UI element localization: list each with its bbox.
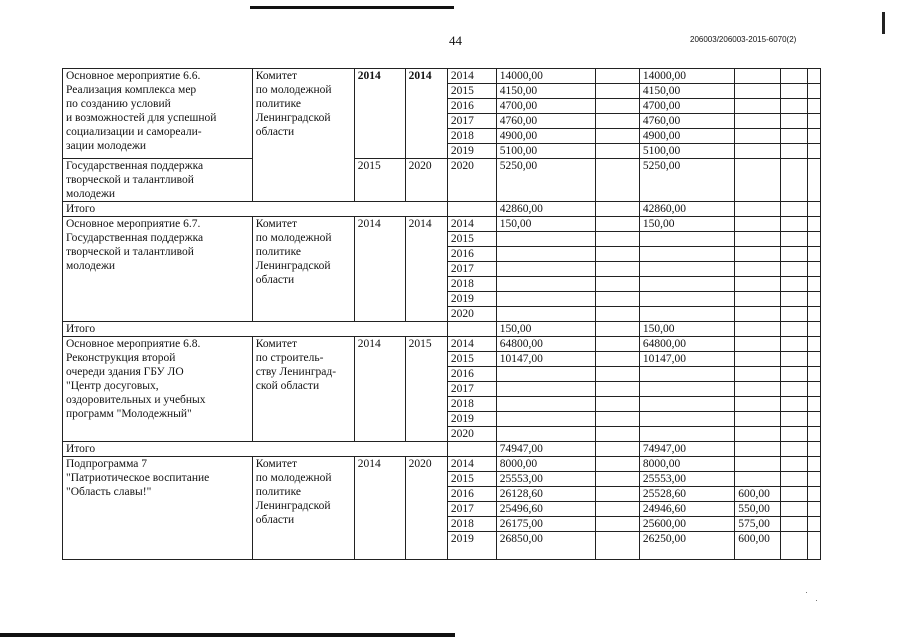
year-cell: 2018 xyxy=(447,517,496,532)
regional-cell: 25528,60 xyxy=(639,487,734,502)
extra-cell xyxy=(780,159,807,202)
extra-cell-2 xyxy=(807,397,820,412)
page-number: 44 xyxy=(449,33,462,48)
federal-cell xyxy=(596,472,639,487)
extra-cell-2 xyxy=(807,217,820,232)
year-cell: 2017 xyxy=(447,262,496,277)
regional-cell: 5250,00 xyxy=(639,159,734,202)
federal-cell xyxy=(596,262,639,277)
year-cell: 2015 xyxy=(447,84,496,99)
other-cell xyxy=(735,322,781,337)
extra-cell xyxy=(780,232,807,247)
federal-cell xyxy=(596,382,639,397)
other-cell xyxy=(735,232,781,247)
federal-cell xyxy=(596,114,639,129)
federal-cell xyxy=(596,337,639,352)
year-cell: 2014 xyxy=(447,217,496,232)
federal-cell xyxy=(596,397,639,412)
end-year: 2020 xyxy=(405,457,447,560)
start-year: 2014 xyxy=(354,69,405,159)
extra-cell xyxy=(780,517,807,532)
total-cell: 150,00 xyxy=(496,217,596,232)
federal-cell xyxy=(596,487,639,502)
federal-cell xyxy=(596,307,639,322)
total-row xyxy=(63,442,821,457)
extra-cell-2 xyxy=(807,129,820,144)
other-cell xyxy=(735,84,781,99)
extra-cell-2 xyxy=(807,262,820,277)
other-cell xyxy=(735,382,781,397)
total-cell: 25496,60 xyxy=(496,502,596,517)
extra-cell xyxy=(780,202,807,217)
federal-cell xyxy=(596,277,639,292)
budget-table xyxy=(62,68,821,560)
total-cell xyxy=(496,277,596,292)
extra-cell-2 xyxy=(807,502,820,517)
bottom-rule xyxy=(0,633,455,637)
extra-cell xyxy=(780,129,807,144)
year-cell xyxy=(447,202,496,217)
total-cell: 10147,00 xyxy=(496,352,596,367)
year-cell: 2017 xyxy=(447,382,496,397)
extra-cell xyxy=(780,427,807,442)
other-cell xyxy=(735,397,781,412)
total-cell xyxy=(496,397,596,412)
year-cell xyxy=(447,442,496,457)
extra-cell-2 xyxy=(807,69,820,84)
regional-cell xyxy=(639,262,734,277)
federal-cell xyxy=(596,217,639,232)
regional-cell: 4150,00 xyxy=(639,84,734,99)
table-row xyxy=(63,217,821,232)
other-cell: 575,00 xyxy=(735,517,781,532)
start-year: 2014 xyxy=(354,217,405,322)
extra-cell-2 xyxy=(807,144,820,159)
extra-cell xyxy=(780,442,807,457)
extra-cell-2 xyxy=(807,232,820,247)
regional-cell: 4900,00 xyxy=(639,129,734,144)
total-cell: 4760,00 xyxy=(496,114,596,129)
federal-cell xyxy=(596,457,639,472)
table-body xyxy=(63,69,821,560)
regional-cell: 150,00 xyxy=(639,322,734,337)
year-cell: 2014 xyxy=(447,337,496,352)
extra-cell-2 xyxy=(807,472,820,487)
extra-cell xyxy=(780,84,807,99)
start-year: 2015 xyxy=(354,159,405,202)
extra-cell xyxy=(780,322,807,337)
activity-name: Основное мероприятие 6.6. Реализация комплекса мер по созданию условий и возможностей для успешной социализации и самореали- зации молодежи xyxy=(63,69,253,159)
total-cell: 150,00 xyxy=(496,322,596,337)
start-year: 2014 xyxy=(354,457,405,560)
federal-cell xyxy=(596,517,639,532)
regional-cell: 4760,00 xyxy=(639,114,734,129)
extra-cell-2 xyxy=(807,382,820,397)
extra-cell xyxy=(780,307,807,322)
total-cell xyxy=(496,382,596,397)
extra-cell xyxy=(780,99,807,114)
extra-cell xyxy=(780,397,807,412)
regional-cell xyxy=(639,397,734,412)
federal-cell xyxy=(596,84,639,99)
extra-cell-2 xyxy=(807,247,820,262)
other-cell xyxy=(735,427,781,442)
total-cell: 4700,00 xyxy=(496,99,596,114)
table-row xyxy=(63,457,821,472)
total-cell: 26850,00 xyxy=(496,532,596,560)
total-cell: 5250,00 xyxy=(496,159,596,202)
total-cell: 74947,00 xyxy=(496,442,596,457)
extra-cell xyxy=(780,532,807,560)
federal-cell xyxy=(596,352,639,367)
executor: Комитет по молодежной политике Ленинградской области xyxy=(252,217,354,322)
extra-cell xyxy=(780,217,807,232)
year-cell: 2014 xyxy=(447,457,496,472)
federal-cell xyxy=(596,232,639,247)
extra-cell-2 xyxy=(807,427,820,442)
other-cell xyxy=(735,99,781,114)
federal-cell xyxy=(596,322,639,337)
total-cell: 64800,00 xyxy=(496,337,596,352)
other-cell xyxy=(735,69,781,84)
total-cell xyxy=(496,292,596,307)
document-id: 206003/206003-2015-6070(2) xyxy=(690,35,797,44)
regional-cell: 25553,00 xyxy=(639,472,734,487)
total-cell xyxy=(496,262,596,277)
extra-cell xyxy=(780,69,807,84)
total-row xyxy=(63,322,821,337)
regional-cell: 4700,00 xyxy=(639,99,734,114)
federal-cell xyxy=(596,292,639,307)
other-cell xyxy=(735,247,781,262)
other-cell xyxy=(735,277,781,292)
year-cell: 2019 xyxy=(447,292,496,307)
year-cell: 2020 xyxy=(447,427,496,442)
extra-cell-2 xyxy=(807,99,820,114)
federal-cell xyxy=(596,202,639,217)
regional-cell: 14000,00 xyxy=(639,69,734,84)
regional-cell: 150,00 xyxy=(639,217,734,232)
extra-cell-2 xyxy=(807,412,820,427)
total-cell: 8000,00 xyxy=(496,457,596,472)
start-year: 2014 xyxy=(354,337,405,442)
extra-cell xyxy=(780,472,807,487)
extra-cell xyxy=(780,277,807,292)
total-cell: 42860,00 xyxy=(496,202,596,217)
executor: Комитет по молодежной политике Ленинградской области xyxy=(252,457,354,560)
extra-cell xyxy=(780,337,807,352)
itogo-label: Итого xyxy=(63,202,448,217)
regional-cell xyxy=(639,292,734,307)
other-cell xyxy=(735,337,781,352)
federal-cell xyxy=(596,159,639,202)
regional-cell: 24946,60 xyxy=(639,502,734,517)
extra-cell-2 xyxy=(807,202,820,217)
federal-cell xyxy=(596,69,639,84)
extra-cell xyxy=(780,457,807,472)
total-cell xyxy=(496,412,596,427)
other-cell xyxy=(735,144,781,159)
year-cell: 2018 xyxy=(447,129,496,144)
extra-cell xyxy=(780,292,807,307)
other-cell xyxy=(735,114,781,129)
total-cell xyxy=(496,427,596,442)
total-cell xyxy=(496,367,596,382)
extra-cell-2 xyxy=(807,517,820,532)
end-year: 2014 xyxy=(405,217,447,322)
extra-cell-2 xyxy=(807,457,820,472)
federal-cell xyxy=(596,129,639,144)
other-cell xyxy=(735,367,781,382)
end-year: 2014 xyxy=(405,69,447,159)
activity-name: Основное мероприятие 6.7. Государственная поддержка творческой и талантливой молодежи xyxy=(63,217,253,322)
activity-name: Государственная поддержка творческой и талантливой молодежи xyxy=(63,159,253,202)
year-cell: 2015 xyxy=(447,232,496,247)
extra-cell-2 xyxy=(807,487,820,502)
end-year: 2020 xyxy=(405,159,447,202)
scan-specks xyxy=(806,592,820,602)
regional-cell xyxy=(639,247,734,262)
year-cell xyxy=(447,322,496,337)
top-rule xyxy=(250,6,454,9)
regional-cell: 5100,00 xyxy=(639,144,734,159)
other-cell xyxy=(735,442,781,457)
other-cell xyxy=(735,159,781,202)
year-cell: 2017 xyxy=(447,502,496,517)
extra-cell-2 xyxy=(807,307,820,322)
federal-cell xyxy=(596,532,639,560)
extra-cell xyxy=(780,114,807,129)
other-cell xyxy=(735,292,781,307)
total-cell: 26128,60 xyxy=(496,487,596,502)
extra-cell-2 xyxy=(807,322,820,337)
extra-cell xyxy=(780,367,807,382)
extra-cell xyxy=(780,487,807,502)
year-cell: 2015 xyxy=(447,352,496,367)
year-cell: 2016 xyxy=(447,99,496,114)
extra-cell xyxy=(780,352,807,367)
itogo-label: Итого xyxy=(63,442,448,457)
other-cell xyxy=(735,217,781,232)
other-cell: 600,00 xyxy=(735,487,781,502)
itogo-label: Итого xyxy=(63,322,448,337)
other-cell: 600,00 xyxy=(735,532,781,560)
year-cell: 2017 xyxy=(447,114,496,129)
federal-cell xyxy=(596,247,639,262)
federal-cell xyxy=(596,412,639,427)
scan-mark xyxy=(882,12,885,34)
activity-name: Основное мероприятие 6.8. Реконструкция второй очереди здания ГБУ ЛО "Центр досуговых, оздоровительных и учебных программ "Молодежный" xyxy=(63,337,253,442)
total-cell: 4900,00 xyxy=(496,129,596,144)
year-cell: 2016 xyxy=(447,487,496,502)
total-cell: 26175,00 xyxy=(496,517,596,532)
other-cell xyxy=(735,352,781,367)
year-cell: 2018 xyxy=(447,277,496,292)
year-cell: 2019 xyxy=(447,144,496,159)
table-row xyxy=(63,69,821,84)
regional-cell xyxy=(639,232,734,247)
extra-cell xyxy=(780,502,807,517)
year-cell: 2020 xyxy=(447,159,496,202)
total-cell: 5100,00 xyxy=(496,144,596,159)
executor: Комитет по молодежной политике Ленинградской области xyxy=(252,69,354,202)
federal-cell xyxy=(596,144,639,159)
total-cell: 14000,00 xyxy=(496,69,596,84)
year-cell: 2020 xyxy=(447,307,496,322)
regional-cell: 25600,00 xyxy=(639,517,734,532)
extra-cell xyxy=(780,247,807,262)
total-cell: 4150,00 xyxy=(496,84,596,99)
end-year: 2015 xyxy=(405,337,447,442)
year-cell: 2015 xyxy=(447,472,496,487)
extra-cell-2 xyxy=(807,159,820,202)
extra-cell xyxy=(780,412,807,427)
year-cell: 2016 xyxy=(447,367,496,382)
year-cell: 2016 xyxy=(447,247,496,262)
other-cell xyxy=(735,412,781,427)
year-cell: 2018 xyxy=(447,397,496,412)
other-cell: 550,00 xyxy=(735,502,781,517)
table-row xyxy=(63,337,821,352)
extra-cell xyxy=(780,262,807,277)
federal-cell xyxy=(596,99,639,114)
extra-cell-2 xyxy=(807,532,820,560)
other-cell xyxy=(735,129,781,144)
regional-cell: 8000,00 xyxy=(639,457,734,472)
extra-cell xyxy=(780,144,807,159)
year-cell: 2019 xyxy=(447,532,496,560)
extra-cell-2 xyxy=(807,442,820,457)
extra-cell-2 xyxy=(807,84,820,99)
extra-cell-2 xyxy=(807,292,820,307)
federal-cell xyxy=(596,502,639,517)
regional-cell: 26250,00 xyxy=(639,532,734,560)
regional-cell xyxy=(639,412,734,427)
total-row xyxy=(63,202,821,217)
total-cell: 25553,00 xyxy=(496,472,596,487)
total-cell xyxy=(496,232,596,247)
extra-cell xyxy=(780,382,807,397)
federal-cell xyxy=(596,367,639,382)
extra-cell-2 xyxy=(807,337,820,352)
extra-cell-2 xyxy=(807,352,820,367)
other-cell xyxy=(735,307,781,322)
extra-cell-2 xyxy=(807,367,820,382)
total-cell xyxy=(496,307,596,322)
regional-cell: 64800,00 xyxy=(639,337,734,352)
year-cell: 2019 xyxy=(447,412,496,427)
extra-cell-2 xyxy=(807,114,820,129)
other-cell xyxy=(735,472,781,487)
activity-name: Подпрограмма 7 "Патриотическое воспитание "Область славы!" xyxy=(63,457,253,560)
other-cell xyxy=(735,262,781,277)
total-cell xyxy=(496,247,596,262)
regional-cell xyxy=(639,367,734,382)
federal-cell xyxy=(596,442,639,457)
regional-cell xyxy=(639,427,734,442)
federal-cell xyxy=(596,427,639,442)
year-cell: 2014 xyxy=(447,69,496,84)
regional-cell: 42860,00 xyxy=(639,202,734,217)
other-cell xyxy=(735,202,781,217)
executor: Комитет по строитель- ству Ленинград- ской области xyxy=(252,337,354,442)
table-row xyxy=(63,159,821,202)
regional-cell: 10147,00 xyxy=(639,352,734,367)
other-cell xyxy=(735,457,781,472)
regional-cell xyxy=(639,277,734,292)
regional-cell xyxy=(639,382,734,397)
regional-cell: 74947,00 xyxy=(639,442,734,457)
extra-cell-2 xyxy=(807,277,820,292)
regional-cell xyxy=(639,307,734,322)
